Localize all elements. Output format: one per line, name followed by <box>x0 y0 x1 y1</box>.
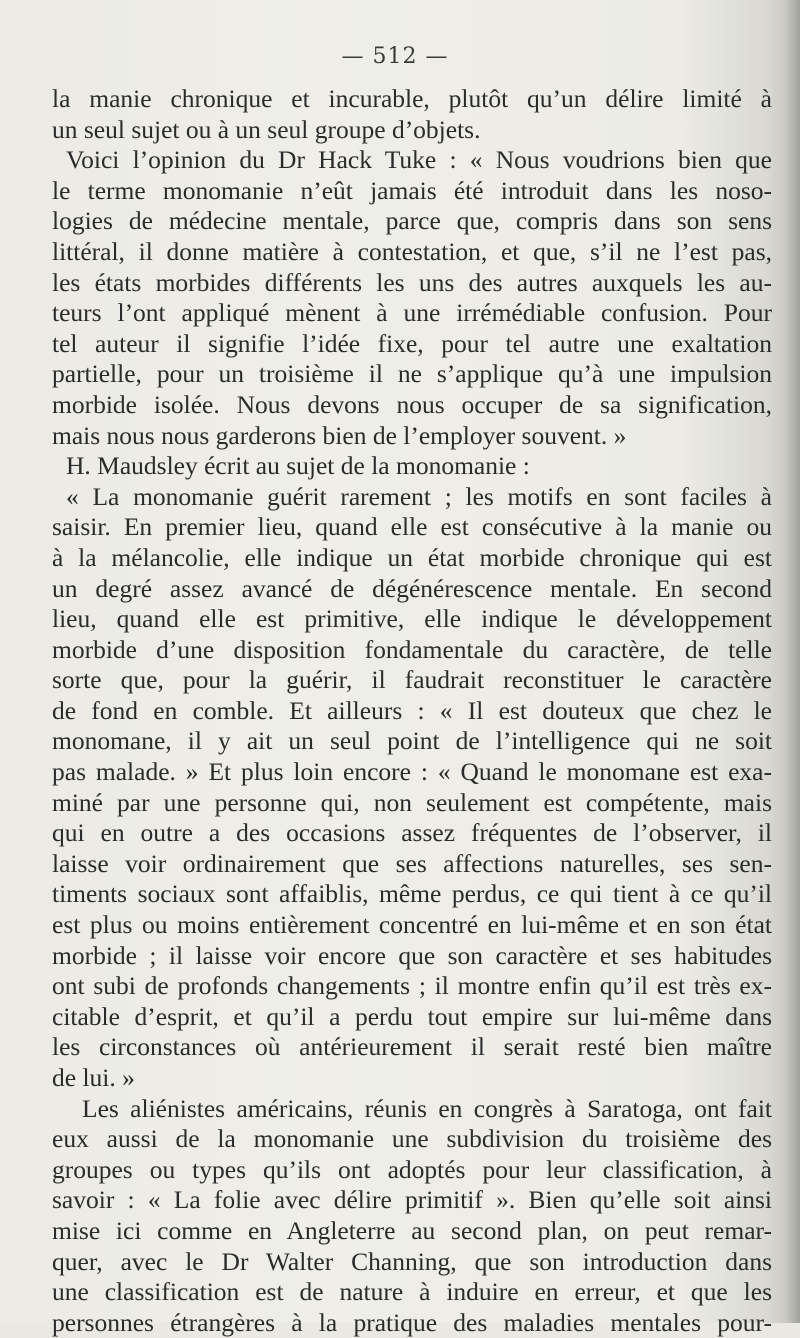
body-text <box>52 84 772 1338</box>
text-line: citable d’esprit, et qu’il a perdu tout empire sur lui-même dans <box>52 1001 772 1031</box>
text-line: mise ici comme en Angleterre au second plan, on peut remar- <box>52 1215 772 1245</box>
text-line: morbide d’une disposition fondamentale du caractère, de telle <box>52 634 772 664</box>
text-line: les états morbides différents les uns des autres auxquels les au- <box>52 267 772 297</box>
text-line: laisse voir ordinairement que ses affections naturelles, ses sen- <box>52 848 772 878</box>
text-line: la manie chronique et incurable, plutôt qu’un délire limité à <box>52 84 772 113</box>
text-line: saisir. En premier lieu, quand elle est consécutive à la manie ou <box>52 512 772 542</box>
text-line: Les aliénistes américains, réunis en congrès à Saratoga, ont fait <box>82 1093 772 1123</box>
text-line: pas malade. » Et plus loin encore : « Quand le monomane est exa- <box>52 757 772 787</box>
text-line: mais nous nous garderons bien de l’employer souvent. » <box>52 420 627 450</box>
text-line: de lui. » <box>52 1063 135 1092</box>
text-line: à la mélancolie, elle indique un état morbide chronique qui est <box>52 542 772 572</box>
text-line: morbide isolée. Nous devons nous occuper de sa signification, <box>52 389 772 419</box>
text-line: logies de médecine mentale, parce que, compris dans son sens <box>52 206 772 236</box>
text-line: littéral, il donne matière à contestation, et que, s’il ne l’est pas, <box>52 236 772 266</box>
text-line: un seul sujet ou à un seul groupe d’objets. <box>52 114 481 144</box>
text-line: personnes étrangères à la pratique des maladies mentales pour- <box>52 1307 772 1337</box>
text-line: quer, avec le Dr Walter Channing, que son introduction dans <box>52 1246 772 1276</box>
text-line: qui en outre a des occasions assez fréquentes de l’observer, il <box>52 818 772 848</box>
text-line: eux aussi de la monomanie une subdivision du troisième des <box>52 1124 772 1154</box>
page-edge-shadow <box>786 0 800 1323</box>
text-line: teurs l’ont appliqué mènent à une irrémédiable confusion. Pour <box>52 298 772 328</box>
text-line: ont subi de profonds changements ; il montre enfin qu’il est très ex- <box>52 971 772 1001</box>
text-line: Voici l’opinion du Dr Hack Tuke : « Nous voudrions bien que <box>66 145 772 175</box>
text-line: timents sociaux sont affaiblis, même perdus, ce qui tient à ce qu’il <box>52 879 772 909</box>
text-line: miné par une personne qui, non seulement est compétente, mais <box>52 787 772 817</box>
text-line: monomane, il y ait un seul point de l’intelligence qui ne soit <box>52 726 772 756</box>
text-line: « La monomanie guérit rarement ; les motifs en sont faciles à <box>66 481 772 511</box>
text-line: une classification est de nature à induire en erreur, et que les <box>52 1277 772 1307</box>
text-line: morbide ; il laisse voir encore que son caractère et ses habitudes <box>52 940 772 970</box>
text-line: un degré assez avancé de dégénérescence mentale. En second <box>52 573 772 603</box>
text-line: groupes ou types qu’ils ont adoptés pour leur classification, à <box>52 1154 772 1184</box>
text-line: lieu, quand elle est primitive, elle indique le développement <box>52 604 772 634</box>
text-line: H. Maudsley écrit au sujet de la monomanie : <box>66 451 530 481</box>
text-line: les circonstances où antérieurement il serait resté bien maître <box>52 1032 772 1062</box>
text-line: est plus ou moins entièrement concentré en lui-même et en son état <box>52 910 772 940</box>
text-line: sorte que, pour la guérir, il faudrait reconstituer le caractère <box>52 665 772 695</box>
text-line: savoir : « La folie avec délire primitif ». Bien qu’elle soit ainsi <box>52 1185 772 1215</box>
text-line: de fond en comble. Et ailleurs : « Il est douteux que chez le <box>52 695 772 725</box>
page-number: — 512 — <box>341 44 449 69</box>
text-line: tel auteur il signifie l’idée fixe, pour tel autre une exaltation <box>52 328 772 358</box>
text-line: partielle, pour un troisième il ne s’applique qu’à une impulsion <box>52 359 772 389</box>
text-line: le terme monomanie n’eût jamais été introduit dans les noso- <box>52 175 772 205</box>
